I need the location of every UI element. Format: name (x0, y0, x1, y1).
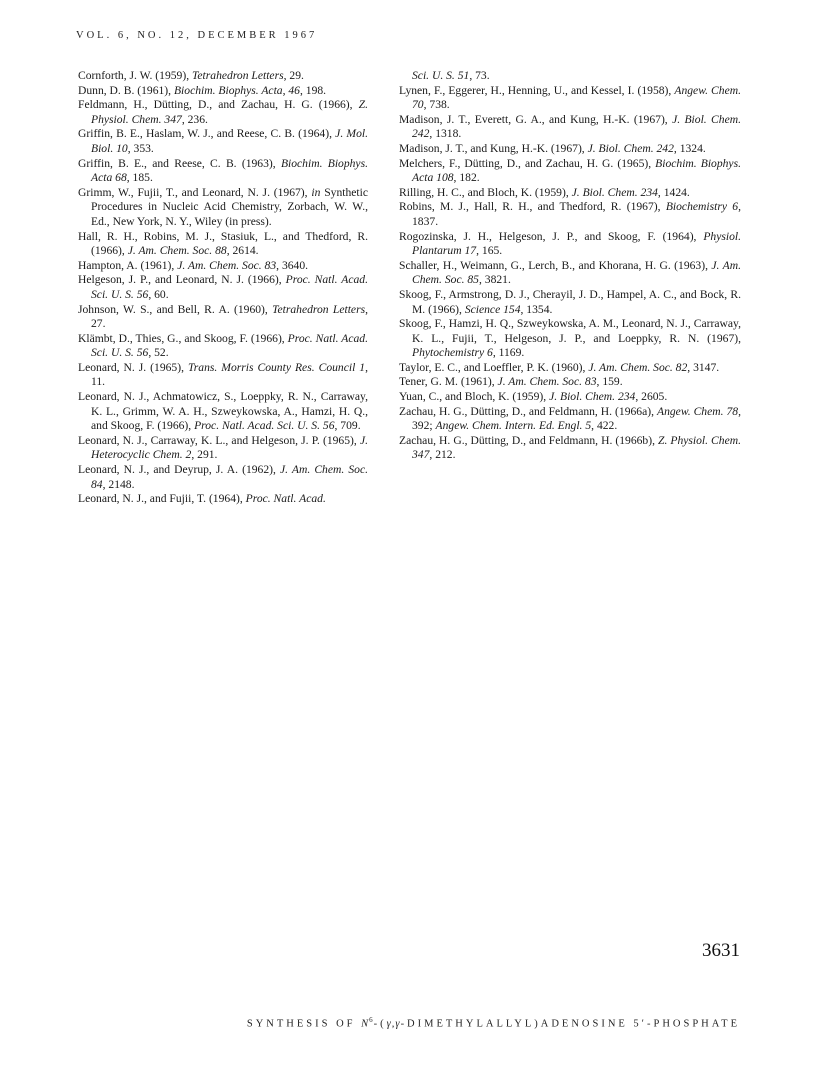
reference-entry (399, 186, 741, 201)
journal-name: Science 154 (464, 302, 521, 316)
reference-post: , 159. (596, 375, 623, 389)
reference-entry (78, 332, 368, 361)
journal-name: Physiol. Plantarum 17 (412, 229, 741, 258)
reference-authors: Tener, G. M. (1961), (399, 375, 498, 389)
reference-post: , 2148. (102, 477, 135, 491)
journal-name: J. Biol. Chem. 234 (549, 390, 636, 404)
reference-entry (78, 390, 368, 434)
reference-entry (399, 434, 741, 463)
reference-continuation (399, 69, 741, 84)
reference-authors: Klämbt, D., Thies, G., and Skoog, F. (1966), (78, 331, 288, 345)
reference-post: , 3147. (687, 360, 720, 374)
reference-post: , 1837. (412, 200, 741, 228)
reference-post: , 422. (591, 419, 618, 433)
journal-name: J. Am. Chem. Soc. 83 (497, 375, 597, 389)
running-head: VOL. 6, NO. 12, DECEMBER 1967 (76, 30, 318, 41)
reference-entry (399, 317, 741, 361)
reference-post: , 1424. (657, 185, 690, 199)
reference-authors: Hampton, A. (1961), (78, 258, 178, 272)
journal-name: Angew. Chem. Intern. Ed. Engl. 5 (435, 419, 592, 433)
journal-name: J. Am. Chem. Soc. 83 (177, 258, 277, 272)
reference-post: , 27. (91, 302, 369, 331)
journal-name: Tetrahedron Letters (192, 69, 284, 82)
reference-post: , 3821. (478, 273, 511, 287)
reference-entry (399, 390, 741, 405)
reference-authors: Melchers, F., Dütting, D., and Zachau, H. G. (1965), (399, 156, 656, 170)
reference-authors: Cornforth, J. W. (1959), (78, 69, 193, 82)
reference-authors: Dunn, D. B. (1961), (78, 83, 174, 97)
journal-name: Angew. Chem. 70 (412, 83, 741, 112)
reference-authors: Leonard, N. J. (1965), (78, 360, 188, 374)
reference-authors: Helgeson, J. P., and Leonard, N. J. (1966), (78, 273, 286, 287)
reference-post: , 392; (412, 404, 741, 433)
reference-post: , 3640. (276, 258, 309, 272)
reference-authors: Grimm, W., Fujii, T., and Leonard, N. J. (1967), (78, 185, 312, 199)
reference-authors: Rilling, H. C., and Bloch, K. (1959), (399, 185, 572, 199)
reference-authors: Madison, J. T., and Kung, H.-K. (1967), (399, 141, 588, 155)
journal-name: in (311, 185, 321, 199)
reference-entry (78, 186, 368, 230)
reference-authors: Leonard, N. J., and Deyrup, J. A. (1962), (78, 463, 280, 477)
reference-authors: Rogozinska, J. H., Helgeson, J. P., and Skoog, F. (1964), (399, 229, 704, 243)
journal-name: Biochim. Biophys. Acta 108 (412, 156, 741, 185)
reference-entry (399, 230, 741, 259)
journal-name: J. Mol. Biol. 10 (91, 127, 368, 155)
reference-authors: Taylor, E. C., and Loeffler, P. K. (1960), (399, 360, 589, 374)
reference-authors: Lynen, F., Eggerer, H., Henning, U., and Kessel, I. (1958), (399, 83, 675, 97)
running-foot-gamma: γ,γ (386, 1018, 401, 1030)
journal-name: J. Biol. Chem. 242 (587, 141, 674, 155)
journal-name: J. Am. Chem. Soc. 84 (91, 463, 368, 491)
reference-post: , 73. (469, 69, 490, 82)
reference-authors: Leonard, N. J., and Fujii, T. (1964), (78, 492, 246, 506)
reference-post: , 2605. (635, 390, 668, 404)
reference-post: , 29. (283, 69, 304, 82)
reference-entry (78, 127, 368, 156)
reference-authors: Yuan, C., and Bloch, K. (1959), (399, 390, 550, 404)
reference-post: , 1324. (673, 141, 706, 155)
reference-authors: Leonard, N. J., Carraway, K. L., and Helgeson, J. P. (1965), (78, 433, 360, 447)
page-number: 3631 (702, 940, 740, 961)
reference-post: , 1318. (429, 127, 462, 141)
journal-name: J. Biol. Chem. 242 (412, 112, 741, 141)
running-foot-sup: 6 (369, 1016, 374, 1024)
reference-post: , 291. (191, 448, 218, 462)
journal-name: Trans. Morris County Res. Council 1 (187, 360, 366, 374)
reference-post: , 1354. (520, 302, 553, 316)
reference-authors: Zachau, H. G., Dütting, D., and Feldmann, H. (1966a), (399, 404, 657, 418)
running-foot-part2: -( (373, 1018, 387, 1030)
journal-name: Proc. Natl. Acad. Sci. U. S. 56 (194, 419, 335, 433)
reference-authors: Schaller, H., Weimann, G., Lerch, B., and Khorana, H. G. (1963), (399, 258, 712, 272)
references-left-column (78, 69, 368, 507)
reference-entry (78, 492, 368, 507)
reference-post: , 212. (429, 448, 456, 462)
reference-authors: Robins, M. J., Hall, R. H., and Thedford, R. (1967), (399, 200, 666, 214)
reference-authors: Johnson, W. S., and Bell, R. A. (1960), (78, 302, 273, 316)
reference-authors: Griffin, B. E., and Reese, C. B. (1963), (78, 156, 281, 170)
running-foot-part3: -DIMETHYLALLYL)ADENOSINE 5′-PHOSPHATE (400, 1018, 740, 1030)
reference-entry (399, 361, 741, 376)
reference-authors: Skoog, F., Hamzi, H. Q., Szweykowska, A. M., Leonard, N. J., Carraway, K. L., Fujii, T., Helgeson, J. P., and Loeppky, R. N. (1967), (399, 317, 741, 345)
reference-entry (78, 273, 368, 302)
journal-name: Proc. Natl. Acad. Sci. U. S. 56 (91, 331, 368, 360)
journal-name: Z. Physiol. Chem. 347 (412, 433, 742, 462)
journal-name: Proc. Natl. Acad. Sci. U. S. 56 (91, 273, 369, 301)
reference-post: , 182. (453, 171, 480, 185)
reference-post: , 738. (423, 98, 450, 112)
journal-name: Angew. Chem. 78 (657, 404, 739, 418)
journal-name: J. Am. Chem. Soc. 85 (412, 258, 741, 287)
journal-name: J. Biol. Chem. 234 (571, 185, 658, 199)
reference-entry (399, 200, 741, 229)
reference-entry (78, 361, 368, 390)
reference-authors: Zachau, H. G., Dütting, D., and Feldmann, H. (1966b), (399, 433, 658, 447)
journal-name: Tetrahedron Letters (272, 302, 366, 316)
reference-entry (78, 98, 368, 127)
reference-authors: Griffin, B. E., Haslam, W. J., and Reese, C. B. (1964), (78, 127, 336, 141)
reference-entry (399, 405, 741, 434)
reference-post: Synthetic Procedures in Nucleic Acid Chemistry, Zorbach, W. W., Ed., New York, N. Y., Wiley (in press). (91, 185, 368, 228)
journal-name: Z. Physiol. Chem. 347 (91, 98, 368, 126)
reference-authors: Skoog, F., Armstrong, D. J., Cherayil, J. D., Hampel, A. C., and Bock, R. M. (1966), (399, 287, 741, 316)
reference-entry (399, 142, 741, 157)
reference-post: , 185. (126, 171, 153, 185)
reference-authors: Madison, J. T., Everett, G. A., and Kung, H.-K. (1967), (399, 112, 673, 126)
reference-post: , 2614. (226, 244, 259, 258)
reference-post: , 1169. (492, 346, 525, 360)
running-foot-n: N (361, 1018, 370, 1030)
journal-name: J. Am. Chem. Soc. 88 (127, 244, 227, 258)
reference-entry (78, 463, 368, 492)
reference-post: , 353. (127, 141, 154, 155)
running-foot (247, 1016, 740, 1030)
reference-authors: Feldmann, H., Dütting, D., and Zachau, H. G. (1966), (78, 98, 359, 112)
reference-post: , 709. (334, 419, 361, 433)
reference-entry (78, 259, 368, 274)
journal-name: Proc. Natl. Acad. (245, 492, 326, 506)
reference-authors: Leonard, N. J., Achmatowicz, S., Loeppky, R. N., Carraway, K. L., Grimm, W. A. H., Szweykowska, A., Hamzi, H. Q., and Skoog, F. (1966), (78, 390, 368, 433)
reference-post: , 198. (299, 83, 327, 97)
reference-entry (399, 375, 741, 390)
reference-entry (78, 157, 368, 186)
reference-authors: Hall, R. H., Robins, M. J., Stasiuk, L., and Thedford, R. (1966), (78, 229, 368, 258)
journal-name: Sci. U. S. 51 (412, 69, 470, 82)
journal-name: J. Am. Chem. Soc. 82 (588, 360, 688, 374)
reference-entry (78, 84, 368, 99)
reference-entry (399, 84, 741, 113)
journal-name: J. Heterocyclic Chem. 2 (91, 433, 368, 462)
journal-name: Biochemistry 6 (665, 200, 739, 214)
running-foot-part1: SYNTHESIS OF (246, 1018, 362, 1030)
journal-name: Biochim. Biophys. Acta 68 (91, 156, 368, 185)
reference-entry (399, 157, 741, 186)
reference-post: , 11. (91, 360, 368, 389)
reference-post: , 52. (148, 346, 169, 360)
reference-entry (78, 303, 368, 332)
reference-entry (399, 288, 741, 317)
references-right-column (399, 69, 741, 463)
reference-entry (78, 69, 368, 84)
reference-entry (399, 113, 741, 142)
reference-post: , 165. (476, 244, 503, 258)
reference-entry (78, 434, 368, 463)
reference-post: , 236. (181, 112, 208, 126)
journal-name: Phytochemistry 6 (412, 346, 493, 360)
reference-entry (78, 230, 368, 259)
journal-name: Biochim. Biophys. Acta, 46 (173, 83, 300, 97)
reference-post: , 60. (148, 287, 169, 301)
reference-entry (399, 259, 741, 288)
